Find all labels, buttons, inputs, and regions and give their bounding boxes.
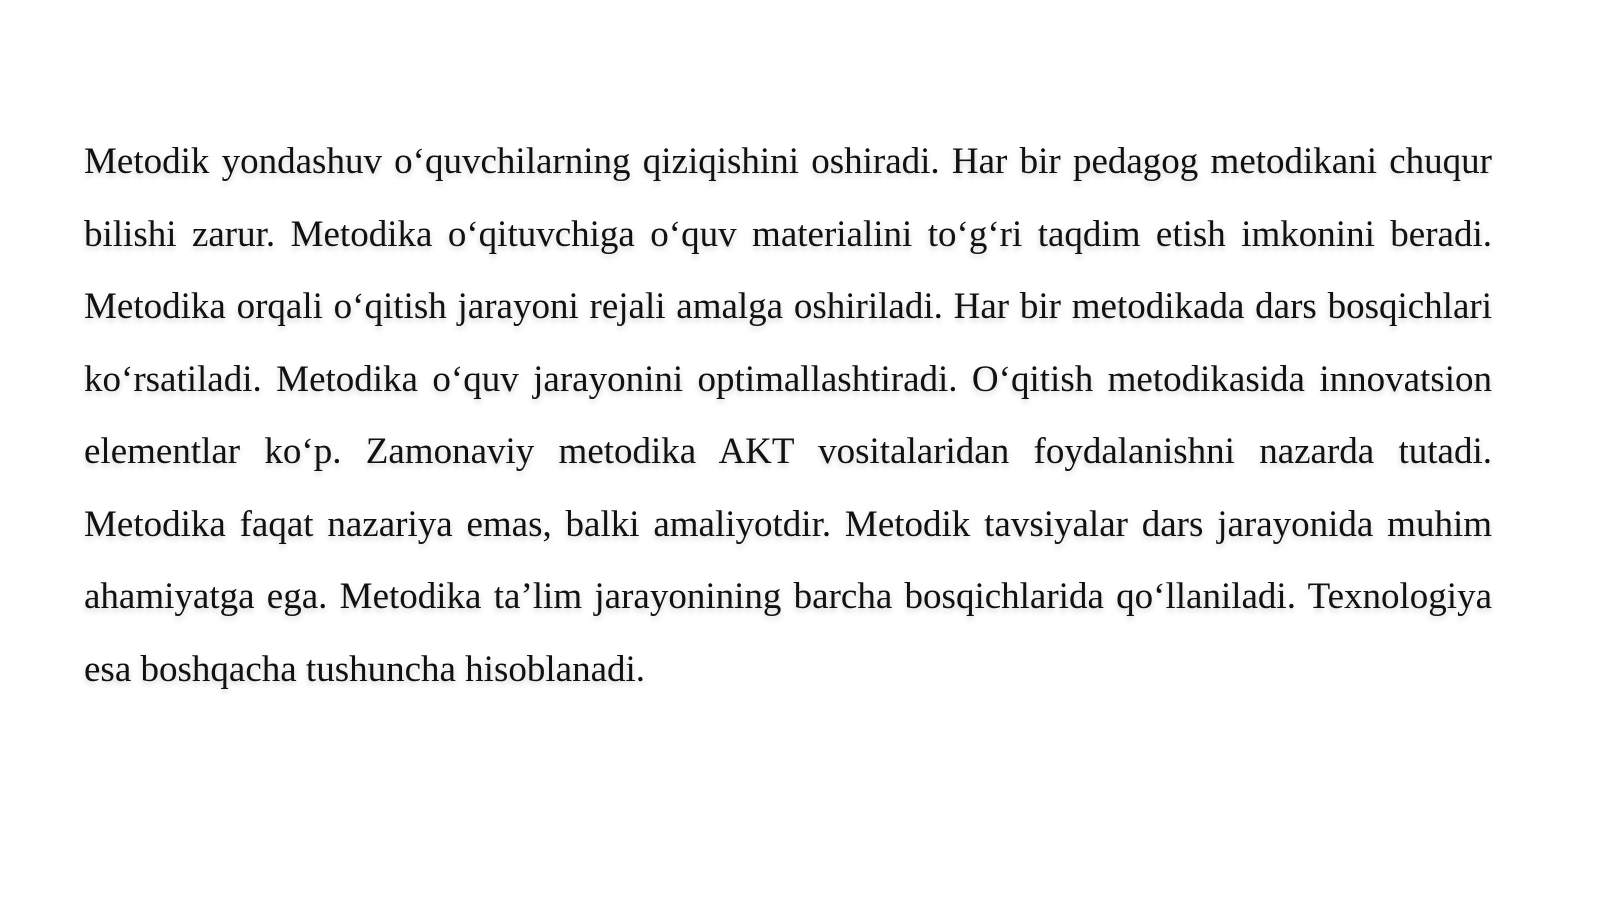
body-paragraph: Metodik yondashuv o‘quvchilarning qiziqishini oshiradi. Har bir pedagog metodikani chuqur bilishi zarur. Metodika o‘qituvchiga o‘quv materialini to‘g‘ri taqdim etish imkonini beradi. Metodika orqali o‘qitish jarayoni rejali amalga oshiriladi. Har bir metodikada dars bosqichlari ko‘rsatiladi. Metodika o‘quv jarayonini optimallashtiradi. O‘qitish metodikasida innovatsion elementlar ko‘p. Zamonaviy metodika AKT vositalaridan foydalanishni nazarda tutadi. Metodika faqat nazariya emas, balki amaliyotdir. Metodik tavsiyalar dars jarayonida muhim ahamiyatga ega. Metodika ta’lim jarayonining barcha bosqichlarida qo‘llaniladi. Texnologiya esa boshqacha tushuncha hisoblanadi. xyxy=(84,141,1492,690)
